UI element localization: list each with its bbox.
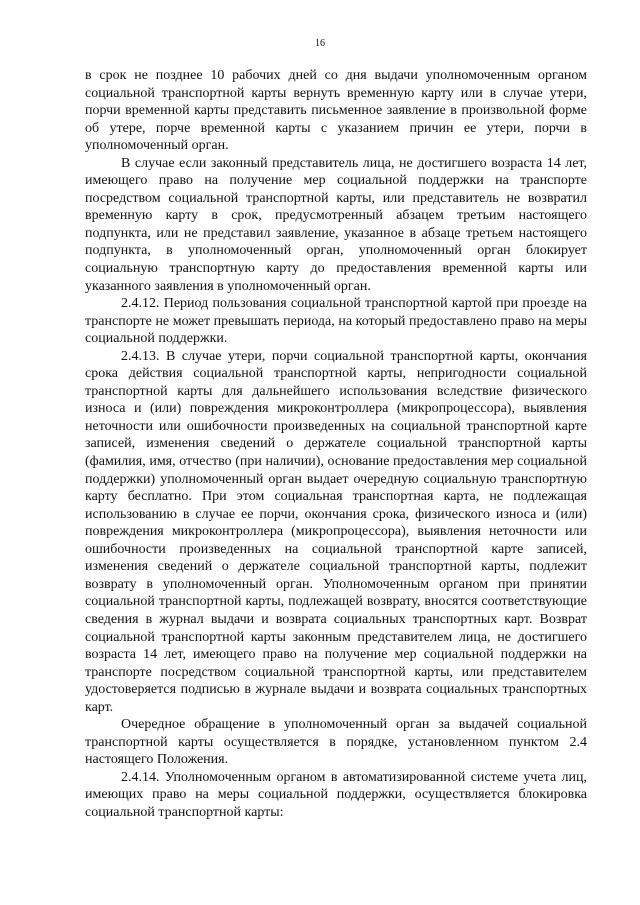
page-number: 16 xyxy=(315,38,325,49)
paragraph-2-4-12: 2.4.12. Период пользования социальной транспортной картой при проезде на транспорте не может превышать периода, на который предоставлено право на меры социальной поддержки. xyxy=(85,296,587,347)
paragraph-2-4-14: 2.4.14. Уполномоченным органом в автоматизированной системе учета лиц, имеющих право на меры социальной поддержки, осуществляется блокировка социальной транспортной карты: xyxy=(85,769,587,820)
document-body xyxy=(85,67,587,822)
paragraph-continuation: в срок не позднее 10 рабочих дней со дня выдачи уполномоченным органом социальной транспортной карты вернуть временную карту или в случае утери, порчи временной карты представить письменное заявление в произвольной форме об утере, порче временной карты с указанием причин ее утери, порчи в уполномоченный орган. xyxy=(85,68,587,154)
paragraph-legal-representative: В случае если законный представитель лица, не достигшего возраста 14 лет, имеющего право на получение мер социальной поддержки на транспорте посредством социальной транспортной карты, или представитель не возвратил временную карту в срок, предусмотренный абзацем третьим настоящего подпункта, или не представил заявление, указанное в абзаце третьем настоящего подпункта, в уполномоченный орган, уполномоченный орган блокирует социальную транспортную карту до предоставления временной карты или указанного заявления в уполномоченный орган. xyxy=(85,155,587,294)
paragraph-2-4-13: 2.4.13. В случае утери, порчи социальной транспортной карты, окончания срока действия социальной транспортной карты, непригодности социальной транспортной карты для дальнейшего использования вследствие физического износа и (или) повреждения микроконтроллера (микропроцессора), выявления неточности или ошибочности произведенных на социальной транспортной карте записей, изменения сведений о держателе социальной транспортной карты (фамилия, имя, отчество (при наличии), основание предоставления мер социальной поддержки) уполномоченный орган выдает очередную социальную транспортную карту бесплатно. При этом социальная транспортная карта, не подлежащая использованию в случае ее порчи, окончания срока, физического износа и (или) повреждения микроконтроллера (микропроцессора), выявления неточности или ошибочности произведенных на социальной транспортной карте записей, изменения сведений о держателе социальной транспортной карты, подлежит возврату в уполномоченный орган. Уполномоченным органом при принятии социальной транспортной карты, подлежащей возврату, вносятся соответствующие сведения в журнал выдачи и возврата социальных транспортных карт. Возврат социальной транспортной карты законным представителем лица, не достигшего возраста 14 лет, имеющего право на получение мер социальной поддержки на транспорте посредством социальной транспортной карты, или представителем удостоверяется подписью в журнале выдачи и возврата социальных транспортных карт. xyxy=(85,348,587,715)
paragraph-repeat-request: Очередное обращение в уполномоченный орган за выдачей социальной транспортной карты осуществляется в порядке, установленном пунктом 2.4 настоящего Положения. xyxy=(85,717,587,768)
